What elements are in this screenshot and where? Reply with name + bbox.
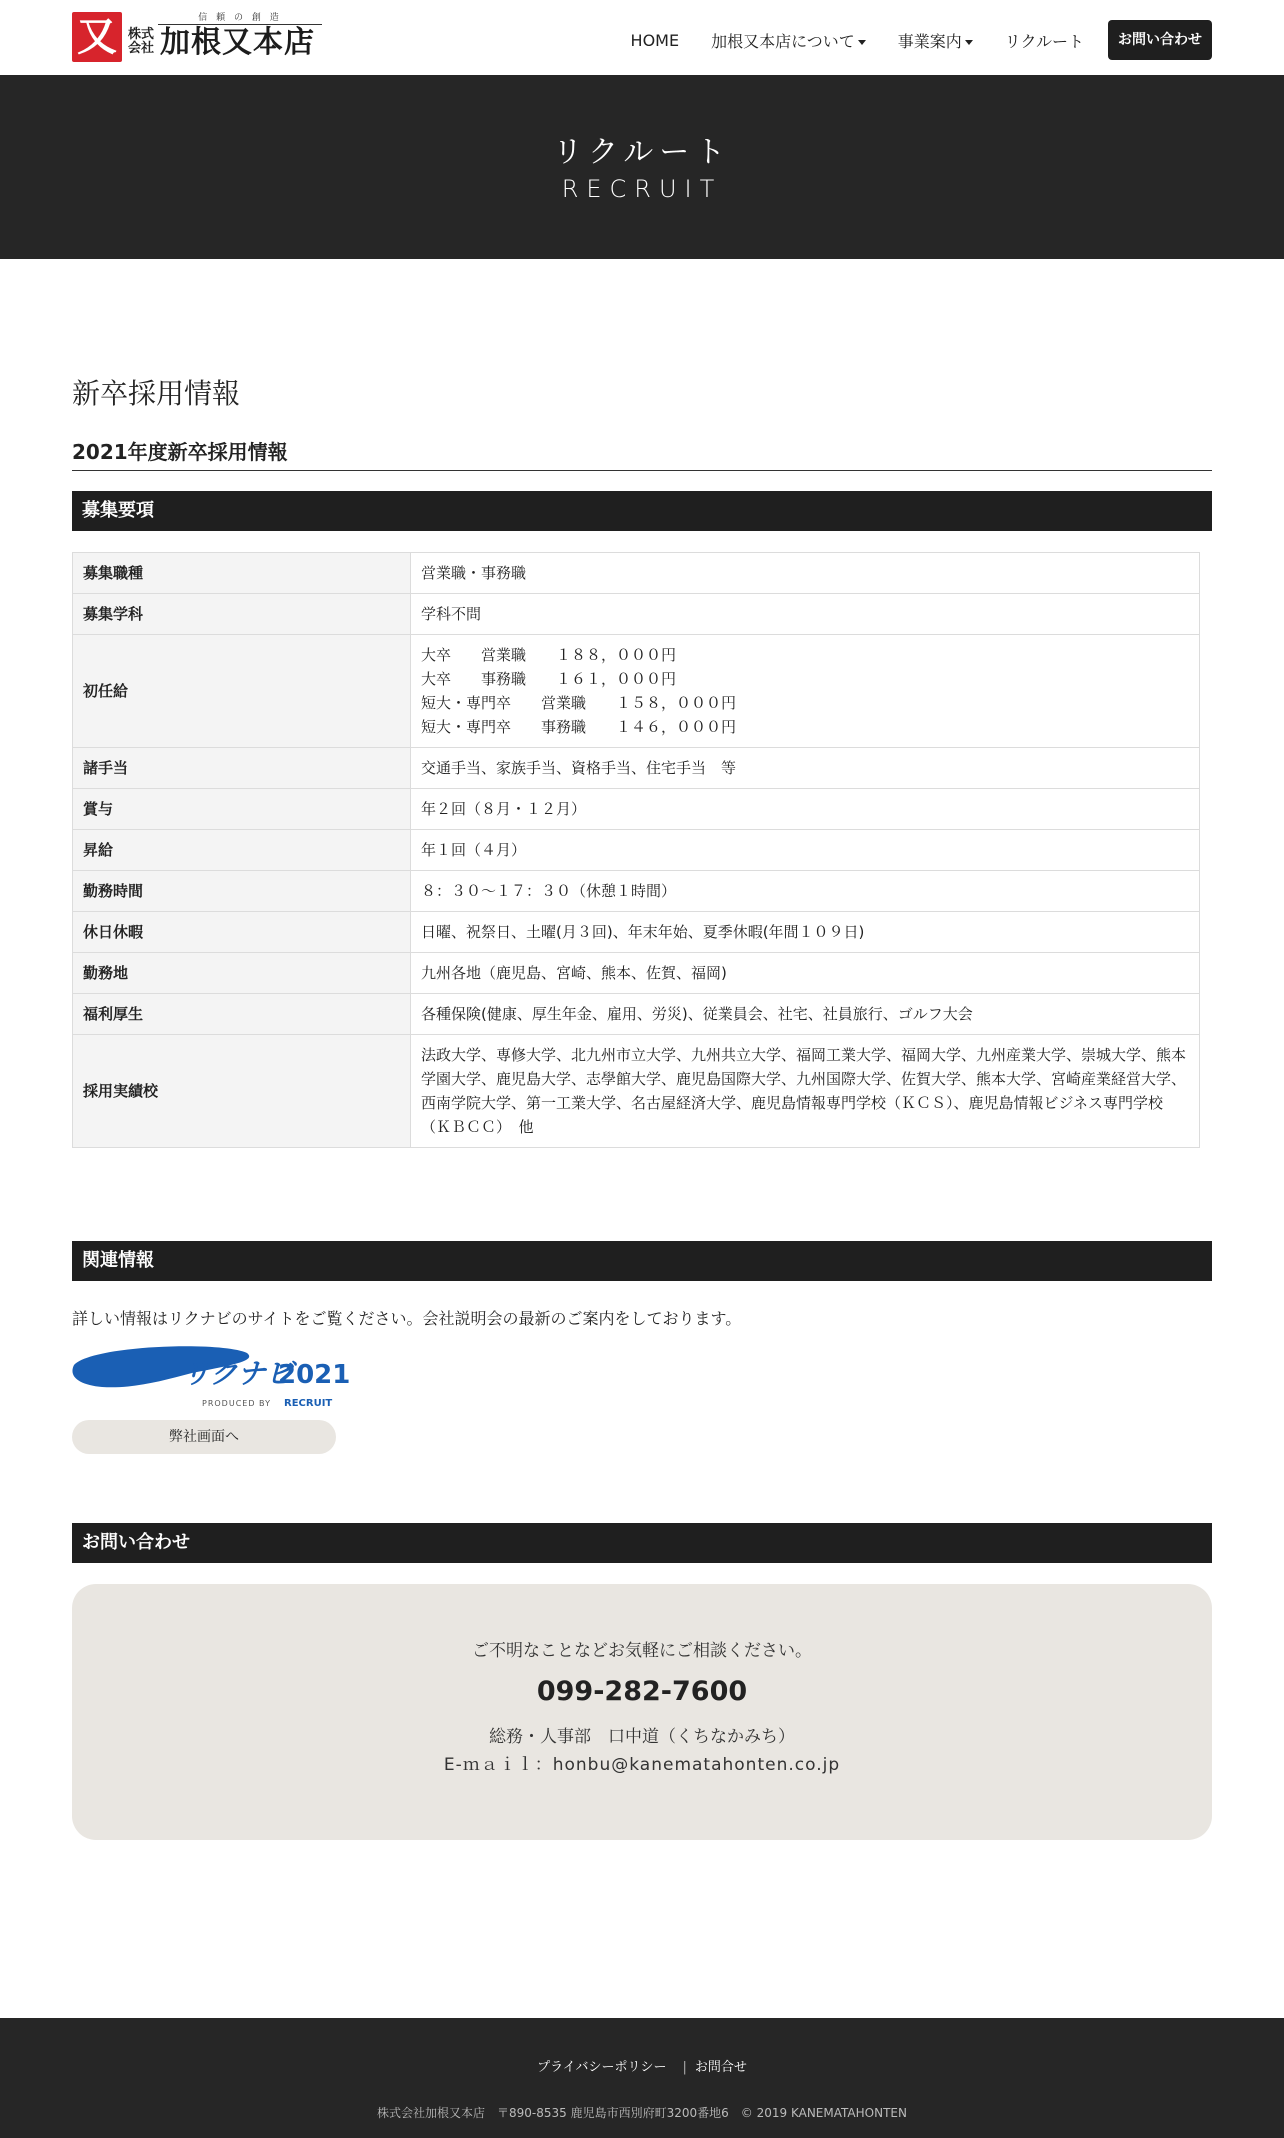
contact-email[interactable]: E-ｍａｉｌ：honbu@kanematahonten.co.jp	[443, 1755, 841, 1775]
chevron-down-icon	[965, 40, 973, 45]
row-label: 初任給	[73, 635, 411, 748]
row-value-line: 各種保険(健康、厚生年金、雇用、労災)、従業員会、社宅、社員旅行、ゴルフ大会	[421, 1005, 973, 1023]
footer-links	[0, 2056, 1284, 2075]
nav-recruit[interactable]: リクルート	[1004, 31, 1084, 51]
rikunabi-link-button[interactable]: 弊社画面へ	[72, 1420, 336, 1454]
row-value-line: 短大・専門卒 事務職 １４６，０００円	[421, 718, 737, 736]
row-value-line: 大卒 営業職 １８８，０００円	[421, 646, 677, 664]
nav-business-label: 事業案内	[897, 31, 962, 51]
site-footer	[0, 2018, 1284, 2138]
site-logo[interactable]	[72, 12, 324, 62]
row-value-line: 年１回（４月）	[421, 841, 527, 859]
row-value-line: 日曜、祝祭日、土曜(月３回)、年末年始、夏季休暇(年間１０９日)	[421, 923, 865, 941]
rikunabi-logo[interactable]	[72, 1343, 351, 1415]
row-value	[411, 594, 1200, 635]
footer-privacy-link[interactable]: プライバシーポリシー	[537, 2060, 667, 2075]
rikunabi-produced: PRODUCED BY	[202, 1399, 271, 1408]
rikunabi-year: 2021	[278, 1360, 351, 1390]
nav-home[interactable]: HOME	[630, 30, 680, 50]
row-value	[411, 994, 1200, 1035]
contact-section-bar: お問い合わせ	[72, 1523, 1212, 1563]
logo-mark-icon: 又	[72, 12, 122, 62]
table-row	[73, 912, 1200, 953]
row-value	[411, 953, 1200, 994]
logo-text	[128, 12, 322, 62]
table-row	[73, 871, 1200, 912]
contact-department: 総務・人事部 口中道（くちなかみち）	[489, 1727, 795, 1747]
page-title: 新卒採用情報	[72, 377, 241, 410]
table-row	[73, 994, 1200, 1035]
row-value	[411, 748, 1200, 789]
row-label: 賞与	[73, 789, 411, 830]
row-label: 福利厚生	[73, 994, 411, 1035]
row-label: 募集職種	[73, 553, 411, 594]
table-row	[73, 1035, 1200, 1148]
row-value	[411, 912, 1200, 953]
contact-lead: ご不明なことなどお気軽にご相談ください。	[472, 1641, 812, 1661]
main-nav	[599, 20, 1212, 60]
table-row	[73, 594, 1200, 635]
logo-company-name: 加根又本店	[160, 25, 315, 60]
hero-subtitle: RECRUIT	[561, 175, 723, 203]
table-row	[73, 789, 1200, 830]
table-row	[73, 830, 1200, 871]
row-value	[411, 871, 1200, 912]
row-value-line: 法政大学、専修大学、北九州市立大学、九州共立大学、福岡工業大学、福岡大学、九州産業大学、崇城大学、熊本学園大学、鹿児島大学、志學館大学、鹿児島国際大学、九州国際大学、佐賀大学、熊本大学、宮崎産業経営大学、西南学院大学、第一工業大学、名古屋経済大学、鹿児島情報専門学校（ＫＣＳ）、鹿児島情報ビジネス専門学校（ＫＢＣＣ） 他	[421, 1046, 1187, 1136]
related-section-bar: 関連情報	[72, 1241, 1212, 1281]
row-label: 休日休暇	[73, 912, 411, 953]
nav-about-label: 加根又本店について	[711, 31, 855, 51]
footer-separator: |	[682, 2060, 687, 2075]
row-value-line: 年２回（８月・１２月）	[421, 800, 587, 818]
page-hero	[0, 75, 1284, 259]
row-value-line: 大卒 事務職 １６１，０００円	[421, 670, 677, 688]
footer-contact-link[interactable]: お問合せ	[694, 2060, 747, 2075]
row-value-line: 短大・専門卒 営業職 １５８，０００円	[421, 694, 737, 712]
row-value	[411, 1035, 1200, 1148]
row-label: 採用実績校	[73, 1035, 411, 1148]
row-value-line: 学科不問	[421, 605, 482, 623]
row-label: 勤務時間	[73, 871, 411, 912]
rikunabi-brand: リクナビ	[182, 1357, 294, 1390]
footer-address: 株式会社加根又本店 〒890-8535 鹿児島市西別府町3200番地6 © 2019 KANEMATAHONTEN	[377, 2106, 907, 2120]
nav-contact-button[interactable]: お問い合わせ	[1108, 20, 1212, 60]
row-label: 勤務地	[73, 953, 411, 994]
related-description: 詳しい情報はリクナビのサイトをご覧ください。会社説明会の最新のご案内をしております。	[72, 1309, 742, 1328]
row-value	[411, 789, 1200, 830]
row-label: 募集学科	[73, 594, 411, 635]
logo-tagline: 信 頼 の 創 造	[158, 12, 322, 25]
row-label: 昇給	[73, 830, 411, 871]
row-value	[411, 830, 1200, 871]
table-row	[73, 553, 1200, 594]
contact-phone[interactable]: 099-282-7600	[536, 1676, 748, 1707]
requirements-section-bar: 募集要項	[72, 491, 1212, 531]
chevron-down-icon	[858, 40, 866, 45]
table-row	[73, 635, 1200, 748]
nav-about[interactable]	[711, 29, 866, 52]
row-value-line: 九州各地（鹿児島、宮崎、熊本、佐賀、福岡)	[421, 964, 727, 982]
requirements-table	[72, 552, 1200, 1148]
row-value-line: ８：３０～１７：３０（休憩１時間）	[421, 882, 677, 900]
row-label: 諸手当	[73, 748, 411, 789]
row-value-line: 交通手当、家族手当、資格手当、住宅手当 等	[421, 759, 737, 777]
row-value-line: 営業職・事務職	[421, 564, 527, 582]
contact-box	[72, 1584, 1212, 1840]
hero-title: リクルート	[552, 135, 732, 170]
table-row	[73, 953, 1200, 994]
row-value	[411, 635, 1200, 748]
rikunabi-recruit: RECRUIT	[284, 1398, 333, 1409]
site-header	[0, 0, 1284, 75]
nav-business[interactable]	[898, 29, 973, 52]
table-row	[73, 748, 1200, 789]
row-value	[411, 553, 1200, 594]
logo-kaisha: 株式会社	[128, 27, 155, 56]
section-subheading: 2021年度新卒採用情報	[72, 436, 1212, 471]
